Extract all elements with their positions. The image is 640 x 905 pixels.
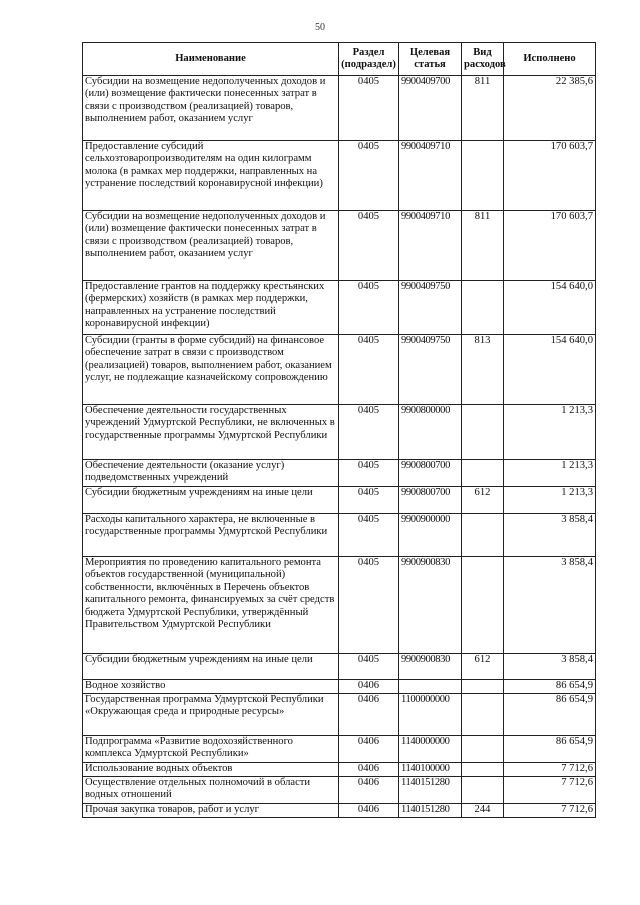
row-article: 1100000000 — [399, 694, 462, 736]
row-section: 0405 — [339, 281, 399, 335]
row-name: Субсидии бюджетным учреждениям на иные цели — [83, 487, 339, 514]
row-expense-type — [462, 557, 504, 654]
row-amount: 7 712,6 — [504, 763, 596, 777]
row-section: 0406 — [339, 777, 399, 804]
row-section: 0405 — [339, 211, 399, 281]
row-expense-type: 811 — [462, 76, 504, 141]
budget-table — [82, 42, 596, 818]
table-row — [83, 335, 596, 405]
row-amount: 170 603,7 — [504, 141, 596, 211]
row-article: 9900800700 — [399, 460, 462, 487]
row-section: 0405 — [339, 405, 399, 460]
table-row — [83, 211, 596, 281]
row-name: Водное хозяйство — [83, 680, 339, 694]
row-section: 0405 — [339, 487, 399, 514]
table-row — [83, 514, 596, 557]
table-row — [83, 804, 596, 818]
row-expense-type — [462, 694, 504, 736]
row-expense-type — [462, 281, 504, 335]
row-amount: 3 858,4 — [504, 514, 596, 557]
row-section: 0405 — [339, 654, 399, 680]
row-name: Расходы капитального характера, не включенные в государственные программы Удмуртской Республики — [83, 514, 339, 557]
row-name: Субсидии (гранты в форме субсидий) на финансовое обеспечение затрат в связи с производством (реализацией) товаров, выполнением работ, оказанием услуг, не подлежащие казначейскому сопровождению — [83, 335, 339, 405]
row-expense-type: 244 — [462, 804, 504, 818]
row-expense-type — [462, 141, 504, 211]
row-section: 0406 — [339, 736, 399, 763]
row-section: 0405 — [339, 76, 399, 141]
row-amount: 170 603,7 — [504, 211, 596, 281]
row-expense-type: 813 — [462, 335, 504, 405]
row-name: Использование водных объектов — [83, 763, 339, 777]
row-section: 0406 — [339, 680, 399, 694]
row-article: 1140100000 — [399, 763, 462, 777]
row-article: 9900800000 — [399, 405, 462, 460]
row-expense-type — [462, 514, 504, 557]
row-name: Обеспечение деятельности государственных учреждений Удмуртской Республики, не включенных в государственные программы Удмуртской Республики — [83, 405, 339, 460]
table-row — [83, 405, 596, 460]
table-header-row — [83, 43, 596, 76]
header-section: Раздел (подраздел) — [339, 43, 399, 76]
row-name: Предоставление субсидий сельхозтоваропроизводителям на один килограмм молока (в рамках мер поддержки, направленных на устранение последствий коронавирусной инфекции) — [83, 141, 339, 211]
row-amount: 86 654,9 — [504, 694, 596, 736]
row-name: Обеспечение деятельности (оказание услуг) подведомственных учреждений — [83, 460, 339, 487]
row-expense-type — [462, 460, 504, 487]
row-amount: 1 213,3 — [504, 460, 596, 487]
row-name: Прочая закупка товаров, работ и услуг — [83, 804, 339, 818]
row-section: 0405 — [339, 141, 399, 211]
table-row — [83, 694, 596, 736]
table-row — [83, 460, 596, 487]
row-article: 9900409710 — [399, 211, 462, 281]
row-name: Осуществление отдельных полномочий в области водных отношений — [83, 777, 339, 804]
row-expense-type — [462, 736, 504, 763]
table-row — [83, 487, 596, 514]
row-amount: 86 654,9 — [504, 680, 596, 694]
row-amount: 1 213,3 — [504, 405, 596, 460]
row-section: 0405 — [339, 557, 399, 654]
table-row — [83, 281, 596, 335]
row-article: 1140000000 — [399, 736, 462, 763]
row-section: 0406 — [339, 694, 399, 736]
row-amount: 86 654,9 — [504, 736, 596, 763]
row-amount: 3 858,4 — [504, 557, 596, 654]
row-name: Государственная программа Удмуртской Республики «Окружающая среда и природные ресурсы» — [83, 694, 339, 736]
row-amount: 22 385,6 — [504, 76, 596, 141]
row-name: Предоставление грантов на поддержку крестьянских (фермерских) хозяйств (в рамках мер поддержки, направленных на устранение последствий коронавирусной инфекции) — [83, 281, 339, 335]
header-executed: Исполнено — [504, 43, 596, 76]
table-row — [83, 141, 596, 211]
row-section: 0405 — [339, 514, 399, 557]
page-number: 50 — [315, 22, 325, 33]
row-section: 0406 — [339, 763, 399, 777]
row-name: Субсидии на возмещение недополученных доходов и (или) возмещение фактически понесенных затрат в связи с производством (реализацией) товаров, выполнением работ, оказанием услуг — [83, 211, 339, 281]
row-name: Субсидии бюджетным учреждениям на иные цели — [83, 654, 339, 680]
row-article: 1140151280 — [399, 777, 462, 804]
row-expense-type: 612 — [462, 487, 504, 514]
row-article: 9900409700 — [399, 76, 462, 141]
row-article — [399, 680, 462, 694]
header-name: Наименование — [83, 43, 339, 76]
row-expense-type: 612 — [462, 654, 504, 680]
row-article: 9900900830 — [399, 654, 462, 680]
table-row — [83, 777, 596, 804]
row-article: 9900900830 — [399, 557, 462, 654]
row-expense-type — [462, 763, 504, 777]
row-article: 1140151280 — [399, 804, 462, 818]
row-amount: 7 712,6 — [504, 777, 596, 804]
row-section: 0406 — [339, 804, 399, 818]
row-amount: 7 712,6 — [504, 804, 596, 818]
table-row — [83, 736, 596, 763]
row-amount: 1 213,3 — [504, 487, 596, 514]
row-amount: 3 858,4 — [504, 654, 596, 680]
row-article: 9900409750 — [399, 335, 462, 405]
table-row — [83, 763, 596, 777]
header-article: Целевая статья — [399, 43, 462, 76]
row-expense-type — [462, 680, 504, 694]
table-row — [83, 76, 596, 141]
row-article: 9900409750 — [399, 281, 462, 335]
table-row — [83, 557, 596, 654]
row-name: Подпрограмма «Развитие водохозяйственного комплекса Удмуртской Республики» — [83, 736, 339, 763]
header-expense-type: Вид расходов — [462, 43, 504, 76]
table-row — [83, 680, 596, 694]
row-expense-type — [462, 777, 504, 804]
row-expense-type — [462, 405, 504, 460]
row-article: 9900800700 — [399, 487, 462, 514]
row-article: 9900900000 — [399, 514, 462, 557]
row-name: Субсидии на возмещение недополученных доходов и (или) возмещение фактически понесенных затрат в связи с производством (реализацией) товаров, выполнением работ, оказанием услуг — [83, 76, 339, 141]
table-row — [83, 654, 596, 680]
row-amount: 154 640,0 — [504, 281, 596, 335]
row-section: 0405 — [339, 460, 399, 487]
row-amount: 154 640,0 — [504, 335, 596, 405]
row-name: Мероприятия по проведению капитального ремонта объектов государственной (муниципальной) собственности, включённых в Перечень объектов капитального ремонта, финансируемых за счёт средств бюджета Удмуртской Республики, утверждённый Правительством Удмуртской Республики — [83, 557, 339, 654]
row-expense-type: 811 — [462, 211, 504, 281]
row-article: 9900409710 — [399, 141, 462, 211]
row-section: 0405 — [339, 335, 399, 405]
